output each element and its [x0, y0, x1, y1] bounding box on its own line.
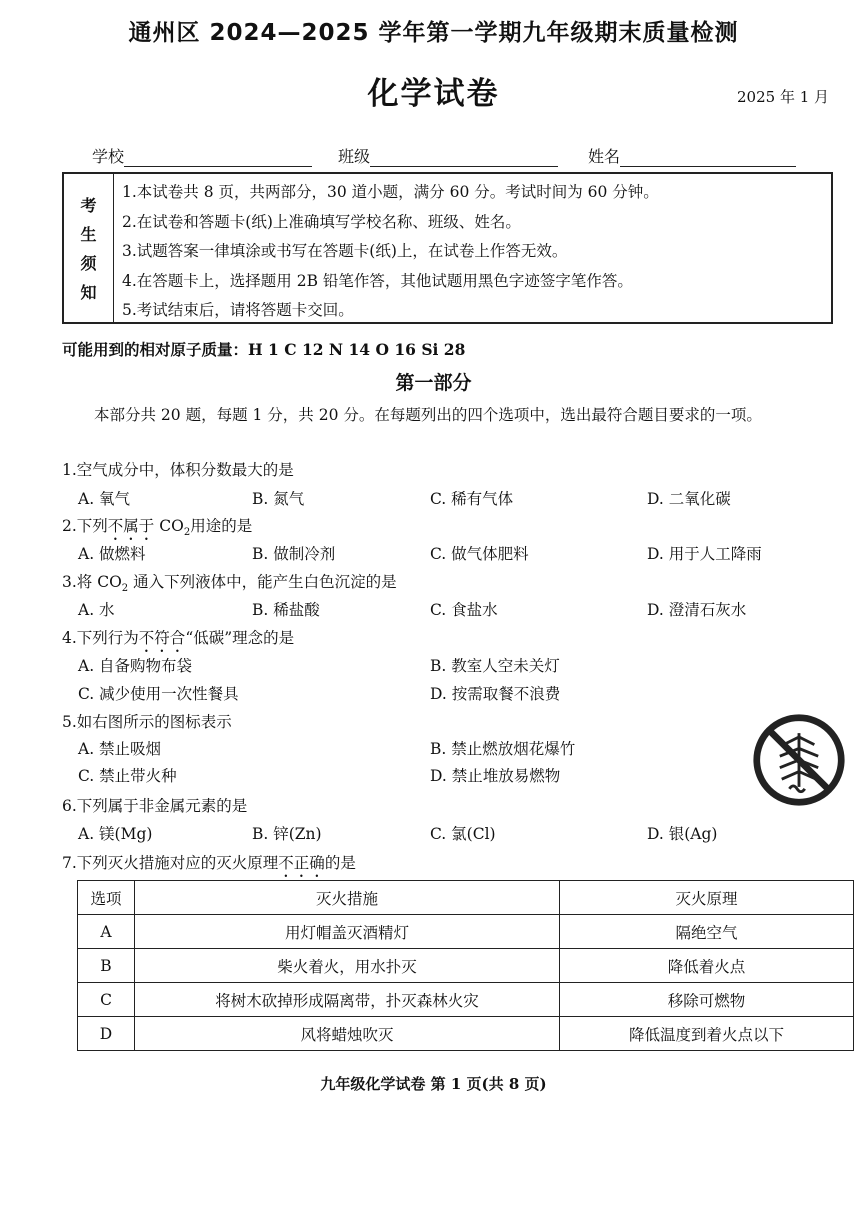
table-cell: A	[78, 915, 135, 949]
q7-table	[77, 880, 854, 1051]
atomic-masses: 可能用到的相对原子质量：H 1 C 12 N 14 O 16 Si 28	[62, 340, 466, 359]
notice-item: 3.试题答案一律填涂或书写在答题卡(纸)上，在试卷上作答无效。	[122, 242, 568, 260]
table-cell: 降低着火点	[560, 949, 854, 983]
section-title: 第一部分	[395, 372, 472, 394]
emphasis-text: 不属于	[107, 517, 155, 535]
school-field[interactable]	[92, 144, 312, 167]
page-footer: 九年级化学试卷 第 1 页(共 8 页)	[320, 1075, 547, 1093]
q4-option-c: C. 减少使用一次性餐具	[78, 685, 239, 703]
no-firecrackers-sign-icon	[751, 712, 847, 808]
q3-option-d: D. 澄清石灰水	[647, 601, 747, 619]
class-blank[interactable]	[370, 150, 558, 167]
q3-option-b: B. 稀盐酸	[252, 601, 320, 619]
q3-option-a: A. 水	[78, 601, 115, 619]
table-cell: 将树木砍掉形成隔离带，扑灭森林火灾	[135, 983, 560, 1017]
q3-option-c: C. 食盐水	[430, 601, 498, 619]
table-cell: 柴火着火，用水扑灭	[135, 949, 560, 983]
table-cell: 降低温度到着火点以下	[560, 1017, 854, 1051]
q1-option-c: C. 稀有气体	[430, 490, 514, 508]
table-header: 选项	[78, 881, 135, 915]
exam-date: 2025 年 1 月	[737, 88, 830, 106]
q5-option-b: B. 禁止燃放烟花爆竹	[430, 740, 576, 758]
q2-option-c: C. 做气体肥料	[430, 545, 529, 563]
q1-option-d: D. 二氧化碳	[647, 490, 731, 508]
class-field[interactable]	[338, 144, 558, 167]
q5-option-a: A. 禁止吸烟	[78, 740, 162, 758]
school-blank[interactable]	[124, 150, 312, 167]
q1-option-b: B. 氮气	[252, 490, 305, 508]
table-cell: 用灯帽盖灭酒精灯	[135, 915, 560, 949]
q2-option-d: D. 用于人工降雨	[647, 545, 762, 563]
name-field[interactable]	[588, 144, 796, 167]
question-4-stem: 4.下列行为不符合“低碳”理念的是	[62, 629, 295, 647]
name-blank[interactable]	[620, 150, 796, 167]
q4-option-a: A. 自备购物布袋	[78, 657, 193, 675]
emphasis-text: 不符合	[138, 629, 186, 647]
q2-option-b: B. 做制冷剂	[252, 545, 336, 563]
notice-list	[122, 178, 659, 326]
table-cell: C	[78, 983, 135, 1017]
name-label: 姓名	[588, 147, 621, 166]
table-header-row	[78, 881, 854, 915]
page-title: 化学试卷	[367, 76, 500, 112]
notice-item: 1.本试卷共 8 页，共两部分，30 道小题，满分 60 分。考试时间为 60 分钟。	[122, 183, 659, 201]
question-1-stem: 1.空气成分中，体积分数最大的是	[62, 461, 294, 479]
emphasis-text: 不正确	[278, 854, 325, 872]
q4-option-b: B. 教室人空未关灯	[430, 657, 560, 675]
table-row	[78, 983, 854, 1017]
table-cell: D	[78, 1017, 135, 1051]
table-row	[78, 1017, 854, 1051]
table-header: 灭火措施	[135, 881, 560, 915]
question-7-stem: 7.下列灭火措施对应的灭火原理不正确的是	[62, 854, 356, 872]
q6-option-c: C. 氯(Cl)	[430, 825, 496, 843]
q4-option-d: D. 按需取餐不浪费	[430, 685, 561, 703]
question-5-stem: 5.如右图所示的图标表示	[62, 713, 232, 731]
q1-option-a: A. 氧气	[78, 490, 131, 508]
table-header: 灭火原理	[560, 881, 854, 915]
notice-label: 考 生 须 知	[64, 174, 114, 322]
question-2-stem: 2.下列不属于 $CO_2$用途的是	[62, 517, 253, 539]
table-row	[78, 949, 854, 983]
q6-option-b: B. 锌(Zn)	[252, 825, 322, 843]
q6-option-d: D. 银(Ag)	[647, 825, 718, 843]
school-label: 学校	[92, 147, 125, 166]
class-label: 班级	[338, 147, 371, 166]
table-cell: 风将蜡烛吹灭	[135, 1017, 560, 1051]
table-row	[78, 915, 854, 949]
question-6-stem: 6.下列属于非金属元素的是	[62, 797, 248, 815]
table-cell: B	[78, 949, 135, 983]
table-cell: 隔绝空气	[560, 915, 854, 949]
q5-option-d: D. 禁止堆放易燃物	[430, 767, 561, 785]
table-cell: 移除可燃物	[560, 983, 854, 1017]
exam-notice-box	[62, 172, 833, 324]
q6-option-a: A. 镁(Mg)	[78, 825, 153, 843]
q2-option-a: A. 做燃料	[78, 545, 146, 563]
question-3-stem: 3.将 $CO_2$ 通入下列液体中，能产生白色沉淀的是	[62, 573, 397, 595]
notice-item: 4.在答题卡上，选择题用 2B 铅笔作答，其他试题用黑色字迹签字笔作答。	[122, 271, 633, 290]
notice-item: 2.在试卷和答题卡(纸)上准确填写学校名称、班级、姓名。	[122, 212, 521, 231]
q5-option-c: C. 禁止带火种	[78, 767, 177, 785]
exam-header-title: 通州区 2024—2025 学年第一学期九年级期末质量检测	[128, 20, 739, 46]
section-intro: 本部分共 20 题，每题 1 分，共 20 分。在每题列出的四个选项中，选出最符合题目要求的一项。	[94, 406, 762, 424]
notice-item: 5.考试结束后，请将答题卡交回。	[122, 301, 354, 319]
